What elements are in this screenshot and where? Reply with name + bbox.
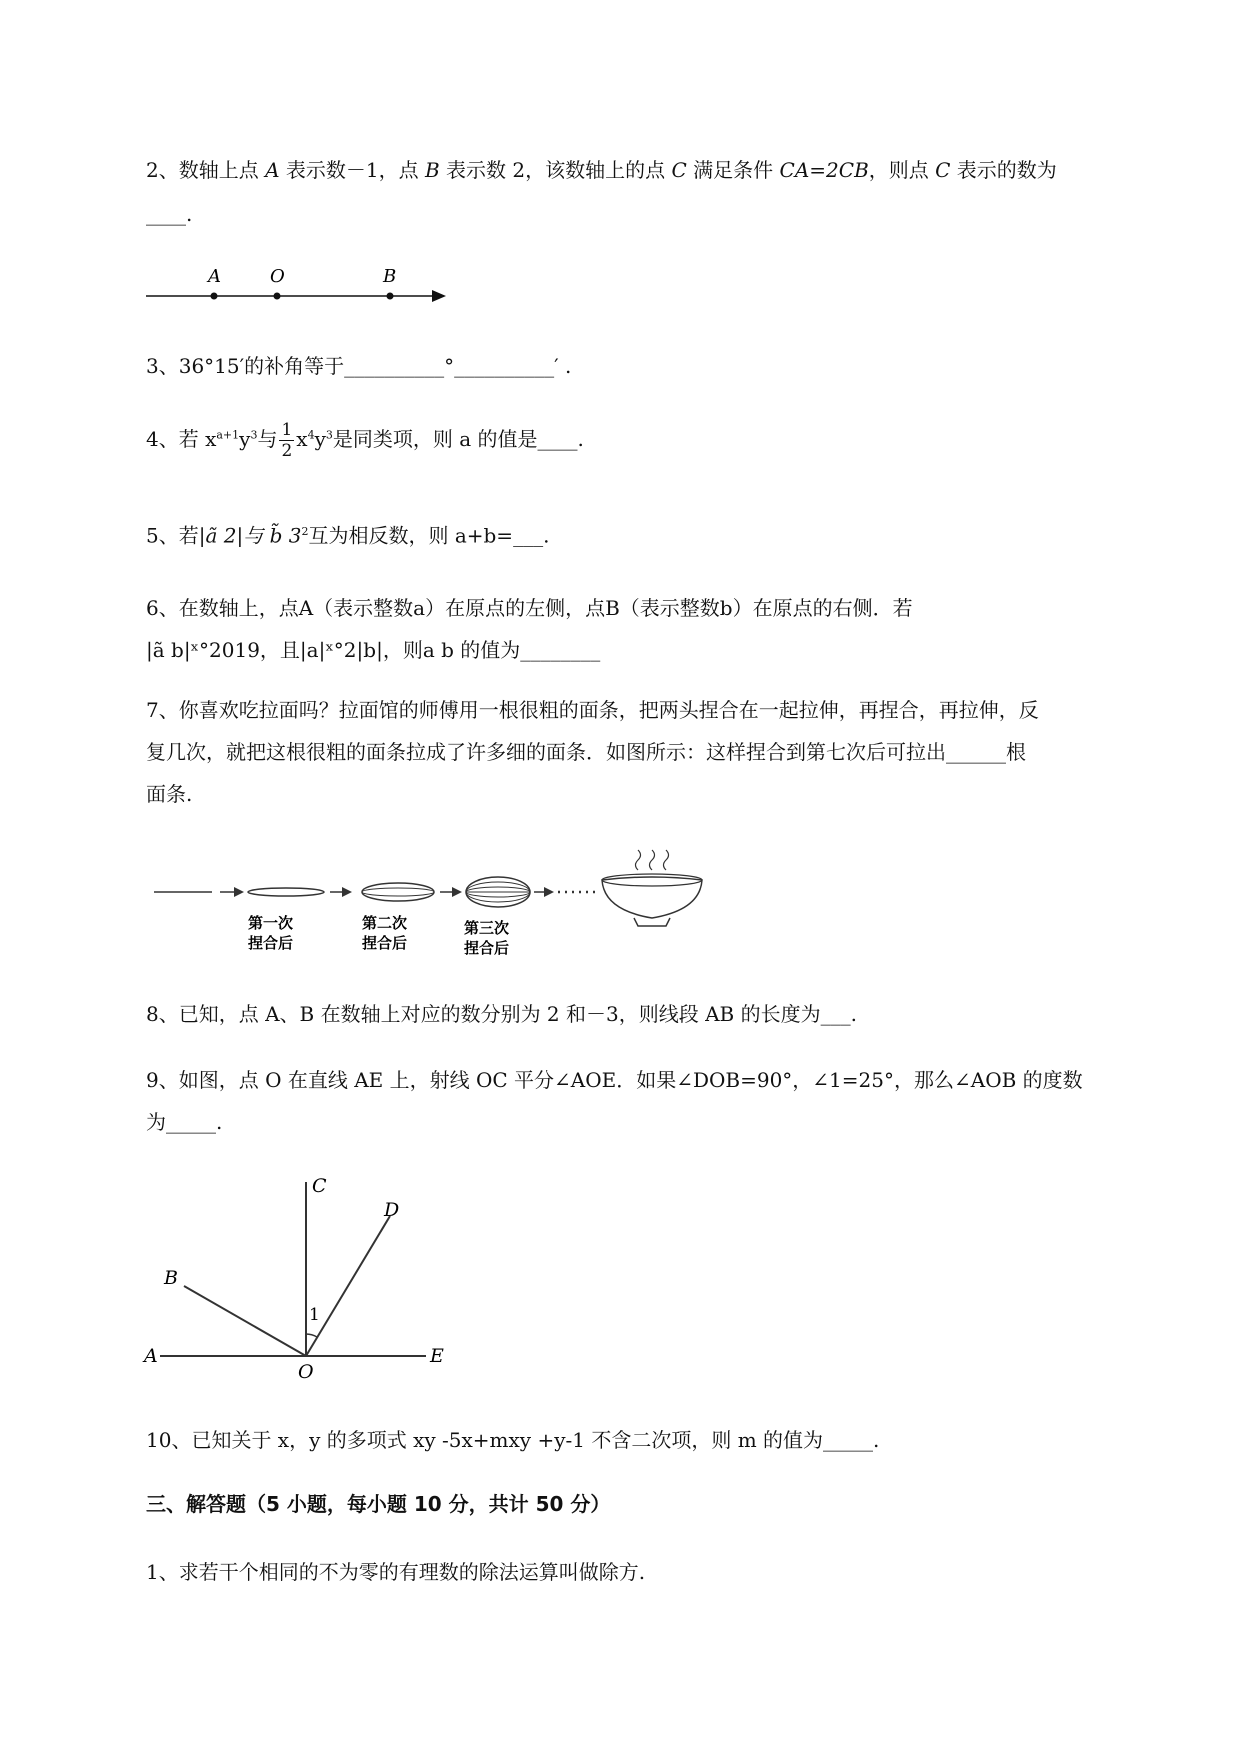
q4-term1-yexp: 3 <box>250 428 258 442</box>
q4-term1-x: x <box>205 427 217 451</box>
q2-condition: CA=2CB <box>779 158 869 182</box>
question-10: 10、已知关于 x，y 的多项式 xy -5x+mxy +y-1 不含二次项，则 m 的值为_____. <box>146 1428 880 1452</box>
question-5 <box>146 518 549 550</box>
axis-point-o <box>274 293 281 300</box>
noodle-stage-2 <box>362 883 434 901</box>
question-8: 8、已知，点 A、B 在数轴上对应的数分别为 2 和－3，则线段 AB 的长度为___. <box>146 1002 857 1026</box>
angle-label-o: O <box>298 1361 314 1383</box>
question-2-blank: ____. <box>146 202 193 226</box>
question-9-line-2: 为_____. <box>146 1110 223 1134</box>
noodle-label-3-line-1: 第三次 <box>464 919 510 937</box>
question-7-line-2: 复几次，就把这根很粗的面条拉成了许多细的面条．如图所示：这样捏合到第七次后可拉出______根 <box>146 740 1026 764</box>
q4-term1-exp: a+1 <box>216 428 240 442</box>
angle-label-e: E <box>430 1345 444 1367</box>
angle-label-1: 1 <box>309 1305 320 1325</box>
section-3-question-1: 1、求若干个相同的不为零的有理数的除法运算叫做除方. <box>146 1560 646 1584</box>
q2-text-6: 表示的数为 <box>950 158 1057 182</box>
noodle-label-2-line-1: 第二次 <box>362 914 408 932</box>
angle-label-d: D <box>384 1199 400 1221</box>
noodle-label-2-line-2: 捏合后 <box>362 934 408 952</box>
q4-term2-y: y <box>314 427 326 451</box>
q4-term2-x: x <box>296 427 308 451</box>
q4-frac-den: 2 <box>281 441 293 461</box>
question-9-line-1: 9、如图，点 O 在直线 AE 上，射线 OC 平分∠AOE．如果∠DOB=90°，∠1=25°，那么∠AOB 的度数 <box>146 1068 1083 1092</box>
q4-fraction <box>279 420 294 461</box>
q2-point-a: A <box>265 158 280 182</box>
question-7-line-3: 面条. <box>146 782 193 806</box>
axis-label-o: O <box>270 266 285 287</box>
q2-text-1: 2、数轴上点 <box>146 158 266 182</box>
q4-prefix: 4、若 <box>146 427 206 451</box>
q2-text-3: 表示数 2，该数轴上的点 <box>439 158 672 182</box>
angle-label-a: A <box>144 1345 158 1367</box>
noodle-label-1-line-2: 捏合后 <box>248 934 294 952</box>
question-6-line-1: 6、在数轴上，点A（表示整数a）在原点的左侧，点B（表示整数b）在原点的右侧．若 <box>146 596 913 620</box>
noodle-figure <box>150 848 690 960</box>
noodle-stage-1 <box>248 888 324 896</box>
q2-text-5: ，则点 <box>868 158 936 182</box>
question-7-line-1: 7、你喜欢吃拉面吗？拉面馆的师傅用一根很粗的面条，把两头捏合在一起拉伸，再捏合，再拉伸，反 <box>146 698 1039 722</box>
q2-text-4: 满足条件 <box>686 158 780 182</box>
noodle-stage-3 <box>466 877 530 907</box>
q5-abs: |ã 2| <box>198 523 244 548</box>
question-3: 3、36°15′的补角等于__________°__________′ . <box>146 354 572 378</box>
q4-term2-yexp: 3 <box>325 428 333 442</box>
axis-point-b <box>387 293 394 300</box>
axis-label-b: B <box>383 266 397 287</box>
section-3-heading: 三、解答题（5 小题，每小题 10 分，共计 50 分） <box>146 1492 611 1516</box>
axis-point-a <box>211 293 218 300</box>
q4-mid: 与 <box>257 427 278 451</box>
axis-label-a: A <box>208 266 221 287</box>
q5-sup: 2 <box>301 525 309 538</box>
q5-prefix: 5、若 <box>146 523 199 548</box>
angle-label-c: C <box>312 1175 327 1197</box>
q2-point-b: B <box>425 158 440 182</box>
number-axis-figure <box>140 262 450 307</box>
q2-point-c-2: C <box>935 158 951 182</box>
noodle-bowl-icon <box>602 850 702 926</box>
q5-suffix: 互为相反数，则 a+b=___. <box>308 523 550 548</box>
question-2-line-1 <box>146 156 1057 184</box>
question-4 <box>146 420 584 461</box>
q5-mid: 与 b̃ 3 <box>243 523 302 548</box>
q4-term1-y: y <box>239 427 251 451</box>
q4-term2-exp: 4 <box>307 428 315 442</box>
q2-point-c: C <box>671 158 687 182</box>
noodle-label-3-line-2: 捏合后 <box>464 939 510 957</box>
q4-suffix: 是同类项，则 a 的值是____. <box>332 427 584 451</box>
question-6-line-2: |ã b|ˣ°2019，且|a|ˣ°2|b|，则a b 的值为________ <box>146 638 601 662</box>
angle-figure <box>144 1170 466 1383</box>
angle-label-b: B <box>164 1267 178 1289</box>
q2-text-2: 表示数－1，点 <box>279 158 425 182</box>
q4-frac-num: 1 <box>281 420 293 440</box>
noodle-label-1-line-1: 第一次 <box>248 914 294 932</box>
